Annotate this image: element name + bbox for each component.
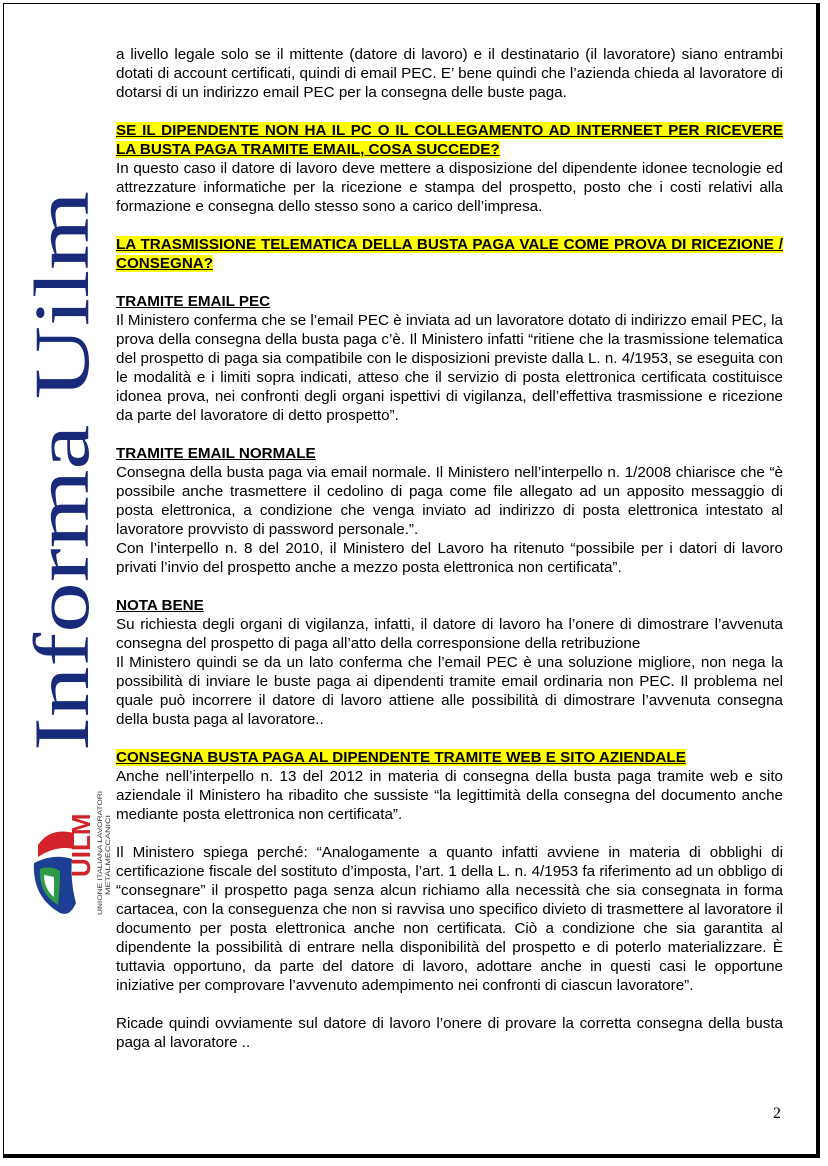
section-heading-prova-text: LA TRASMISSIONE TELEMATICA DELLA BUSTA PAGA VALE COME PROVA DI RICEZIONE / CONSEGNA? [116, 236, 783, 272]
masthead-title [18, 183, 105, 753]
section-heading-prova [116, 235, 783, 273]
paragraph-email-pec: Il Ministero conferma che se l’email PEC è inviata ad un lavoratore dotato di indirizzo email PEC, la prova della consegna della busta paga c’è. Il Ministero infatti “ritiene che la trasmissione telematica del prospetto di paga sia compatibile con le disposizioni previste dalla L. n. 4/1953, se eseguita con le modalità e i limiti sopra indicati, atteso che il servizio di posta elettronica certificata costituisce idonea prova, nei confronti degli organi ispettivi di vigilanza, dell’effettiva trasmissione e ricezione da parte del lavoratore di detto prospetto”. [116, 312, 783, 424]
paragraph-email-normale-1: Consegna della busta paga via email normale. Il Ministero nell’interpello n. 1/2008 chiarisce che “è possibile anche trasmettere il cedolino di paga come file allegato ad un apposito messaggio di posta elettronica, a condizione che venga inviato ad indirizzo di posta elettronica intestato al lavoratore provvisto di password personale.”. [116, 464, 783, 538]
section-heading-web-text: CONSEGNA BUSTA PAGA AL DIPENDENTE TRAMITE WEB E SITO AZIENDALE [116, 749, 686, 766]
paragraph-web-1: Anche nell’interpello n. 13 del 2012 in materia di consegna della busta paga tramite web e sito aziendale il Ministero ha ribadito che sussiste “la legittimità della consegna del documento anche mediante posta elettronica non certificata”. [116, 768, 783, 823]
intro-paragraph: a livello legale solo se il mittente (datore di lavoro) e il destinatario (il lavoratore) siano entrambi dotati di account certificati, quindi di email PEC. E’ bene quindi che l’azienda chieda al lavoratore di dotarsi di un indirizzo email PEC per la consegna delle buste paga. [116, 46, 783, 101]
masthead-text: Informa Uilm [18, 319, 105, 751]
paragraph-web-3: Ricade quindi ovviamente sul datore di lavoro l’onere di provare la corretta consegna della busta paga al lavoratore .. [116, 1015, 783, 1051]
subheading-email-pec: TRAMITE EMAIL PEC [116, 293, 271, 310]
section-heading-no-pc-text: SE IL DIPENDENTE NON HA IL PC O IL COLLEGAMENTO AD INTERNEET PER RICEVERE LA BUSTA PAGA TRAMITE EMAIL, COSA SUCCEDE? [116, 122, 783, 158]
document-body [116, 45, 783, 1052]
section-heading-no-pc [116, 121, 783, 159]
paragraph-nota-bene-1: Su richiesta degli organi di vigilanza, infatti, il datore di lavoro ha l’onere di dimostrare l’avvenuta consegna del prospetto di paga all’atto della corresponsione della retribuzione [116, 616, 783, 652]
section-body-no-pc: In questo caso il datore di lavoro deve mettere a disposizione del dipendente idonee tecnologie ed attrezzature informatiche per la ricezione e stampa del prospetto, posto che i costi relativi alla formazione e consegna dello stesso sono a carico dell’impresa. [116, 160, 783, 215]
uilm-caption-line-2: METALMECCANICI [106, 841, 112, 895]
paragraph-web-2: Il Ministero spiega perché: “Analogamente a quanto infatti avviene in materia di obblighi di certificazione fiscale del sostituto d’imposta, l’art. 1 della L. n. 4/1953 fa riferimento ad un obbligo di “consegnare” il prospetto paga senza alcun richiamo alla necessità che sia consegnata in forma cartacea, con la conseguenza che non si ravvisa uno specifico divieto di trasmettere al lavoratore il documento per posta elettronica anche non certificata. Ciò a condizione che sia garantita al dipendente la possibilità di entrare nella disponibilità del prospetto e di poterlo materializzare. È tuttavia opportuno, da parte del datore di lavoro, adottare anche in questi casi le opportune iniziative per comprovare l’avvenuto adempimento nei confronti di ciascun lavoratore”. [116, 844, 783, 994]
paragraph-email-normale-2: Con l’interpello n. 8 del 2010, il Ministero del Lavoro ha ritenuto “possibile per i datori di lavoro privati l’invio del prospetto anche a mezzo posta elettronica non certificata”. [116, 540, 783, 576]
uilm-logo [30, 785, 116, 920]
section-heading-web [116, 748, 783, 767]
uilm-logo-label: UILM [66, 813, 96, 877]
subheading-email-normale: TRAMITE EMAIL NORMALE [116, 445, 316, 462]
paragraph-nota-bene-2: Il Ministero quindi se da un lato conferma che l’email PEC è una soluzione migliore, non nega la possibilità di inviare le buste paga ai dipendenti tramite email ordinaria non PEC. Il problema nel quale può incorrere il datore di lavoro attiene alle possibilità di dimostrare l’avvenuta consegna della busta paga al lavoratore.. [116, 654, 783, 728]
page-number: 2 [773, 1105, 781, 1122]
uilm-caption-line-1: UNIONE ITALIANA LAVORATORI [98, 824, 104, 915]
subheading-nota-bene: NOTA BENE [116, 597, 204, 614]
